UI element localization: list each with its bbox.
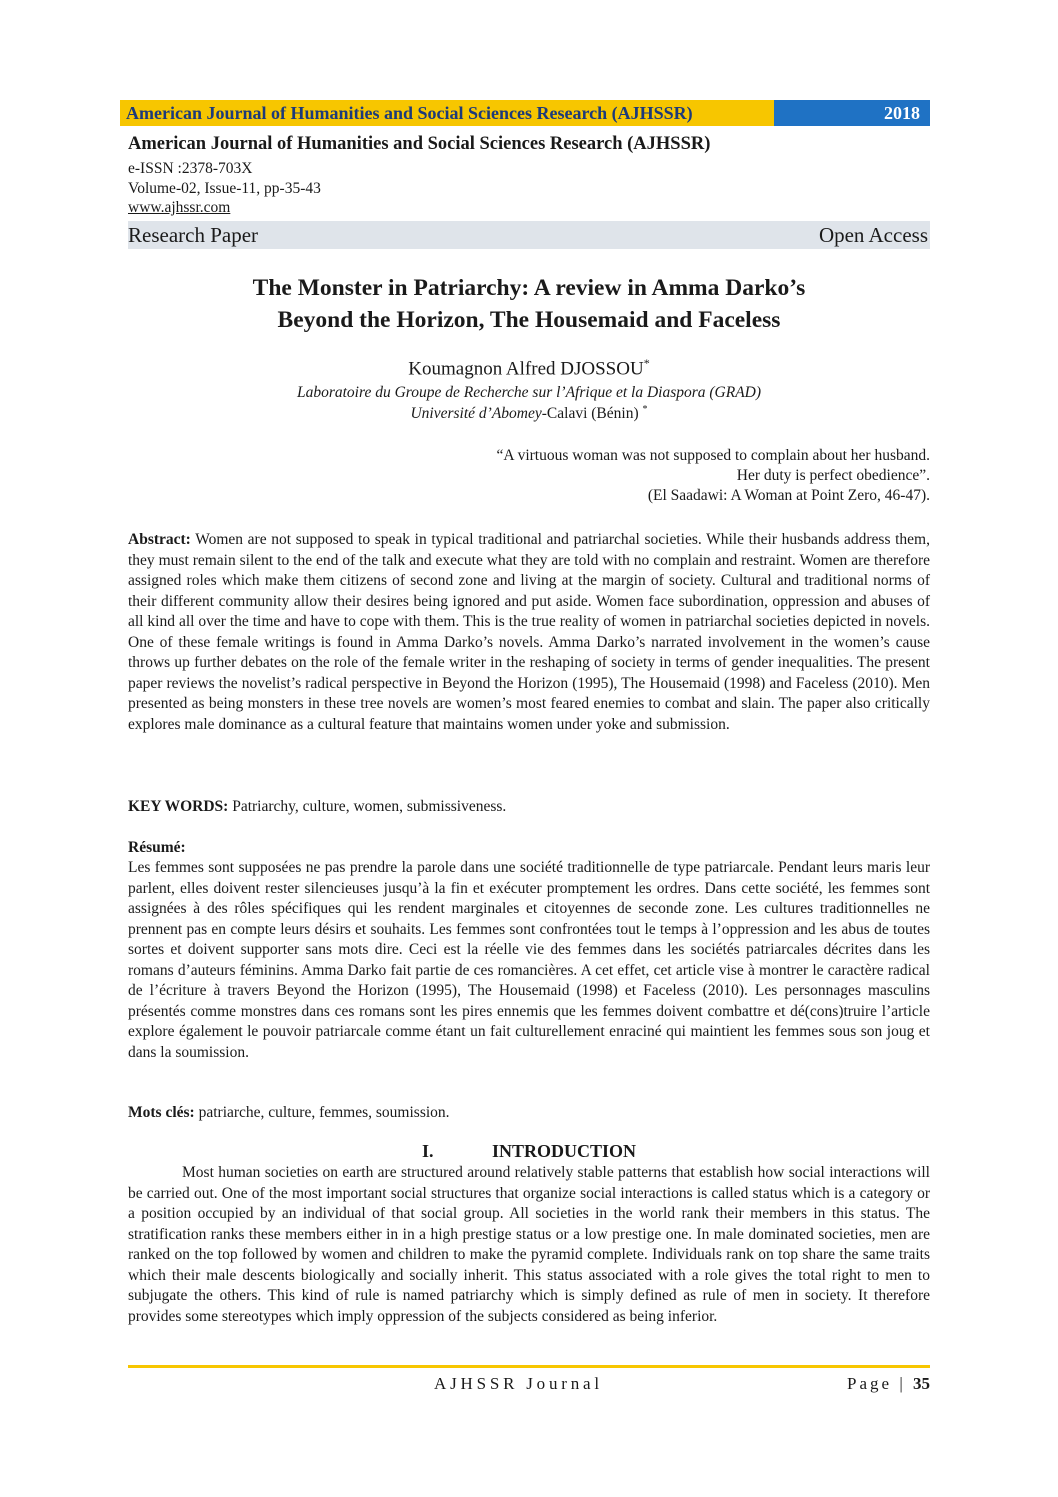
resume-paragraph: Les femmes sont supposées ne pas prendre la parole dans une société traditionnelle de type patriarcale. Pendant leurs maris leur parlent, elles doivent rester silencieuses jusqu’à la fin et exécuter promptement les ordres. Dans cette société, les femmes sont assignées à des rôles spécifiques qui les rendent marginales et citoyennes de seconde zone. Les cultures traditionnelles ne prennent pas en compte leurs désirs et souhaits. Les femmes sont confrontées tout le temps à l’oppression and les abus de toutes sortes et doivent supporter sans mots dire. Ceci est la réelle vie des femmes dans les sociétés patriarcales décrites dans les romans d’auteurs féminins. Amma Darko fait partie de ces romancières. A cet effet, cet article vise à montrer le caractère radical de l’écriture à travers Beyond the Horizon (1995), The Housemaid (1998) et Faceless (2010). Les personnages masculins présentés comme monstres dans ces romans sont les pires ennemis que les femmes doivent combattre et dé(cons)truire l’article explore également le pouvoir patriarcale comme étant un fait culturellement enraciné qui maintient les femmes sous son joug et dans la soumission. <box>128 859 930 1061</box>
affiliation-university: Université d’Abomey <box>410 405 542 423</box>
epigraph <box>496 446 930 506</box>
epigraph-line-2: Her duty is perfect obedience”. <box>736 467 930 484</box>
author <box>128 356 930 380</box>
paper-type-label: Research Paper <box>128 223 259 247</box>
introduction-heading <box>128 1141 930 1162</box>
paper-title-line-2: Beyond the Horizon, The Housemaid and Faceless <box>277 307 781 333</box>
epigraph-line-1: “A virtuous woman was not supposed to complain about her husband. <box>496 447 930 464</box>
epigraph-citation: (El Saadawi: A Woman at Point Zero, 46-47). <box>647 487 930 504</box>
journal-issn: e-ISSN :2378-703X <box>128 160 253 177</box>
resume-heading: Résumé: <box>128 839 186 856</box>
keywords-text: Patriarchy, culture, women, submissiveness. <box>228 798 507 815</box>
footer-journal: AJHSSR Journal <box>434 1374 603 1393</box>
affiliation-location: -Calavi (Bénin) <box>541 405 643 423</box>
abstract-label: Abstract: <box>128 531 191 548</box>
mots-cles-text: patriarche, culture, femmes, soumission. <box>194 1104 450 1121</box>
keywords-label: KEY WORDS: <box>128 798 229 815</box>
footer-page-number: 35 <box>913 1374 930 1393</box>
footer-page-label: Page | <box>847 1374 913 1393</box>
author-mark: * <box>643 356 650 370</box>
affiliation-mark: * <box>642 404 648 415</box>
journal-url-link[interactable]: www.ajhssr.com <box>128 199 231 216</box>
abstract-text: Women are not supposed to speak in typical traditional and patriarchal societies. While their husbands address them, they must remain silent to the end of the talk and execute what they are told with no complain and restraint. Women are therefore assigned roles which make them citizens of second zone and living at the margin of society. Cultural and traditional norms of their different community allow their desires being ignored and put aside. Women face subordination, oppression and abuses of all kind all over the time and have to cope with them. This is the true reality of women in patriarchal societies depicted in novels. One of these female writings is found in Amma Darko’s novels. Amma Darko’s narrated involvement in the women’s cause throws up further debates on the role of the female writer in the reshaping of society in terms of gender inequalities. The present paper reviews the novelist’s radical perspective in Beyond the Horizon (1995), The Housemaid (1998) and Faceless (2010). Men presented as being monsters in these tree novels are women’s most feared enemies to combat and slain. The paper also critically explores male dominance as a cultural feature that maintains women under yoke and submission. <box>128 531 930 733</box>
keywords-paragraph <box>128 797 930 818</box>
introduction-paragraph: Most human societies on earth are structured around relatively stable patterns that establish how social interactions will be carried out. One of the most important social structures that organize social interactions is called status which is a category or a position occupied by an individual of that social group. All societies in the world rank their members in this status. The stratification ranks these members either in in a high prestige status or a low prestige one. In male dominated societies, men are ranked on the top followed by women and children to make the pyramid complete. Individuals rank on top share the same traits which their male descents biologically and socially inherit. This status associated with a role gives the total right to men to subjugate the others. This kind of rule is named patriarchy which is simply defined as rule of men in society. It therefore provides some stereotypes which imply oppression of the subjects considered as being inferior. <box>128 1164 930 1325</box>
mots-cles-paragraph <box>128 1103 930 1124</box>
footer-page <box>847 1374 930 1394</box>
paper-page <box>128 0 930 1497</box>
paper-title-line-1: The Monster in Patriarchy: A review in Amma Darko’s <box>252 275 806 301</box>
affiliation-line-1: Laboratoire du Groupe de Recherche sur l’Afrique et la Diaspora (GRAD) <box>296 384 762 401</box>
mots-cles-label: Mots clés: <box>128 1104 195 1121</box>
section-title: INTRODUCTION <box>491 1141 637 1161</box>
top-bar-journal-name: American Journal of Humanities and Social Sciences Research (AJHSSR) <box>120 100 774 126</box>
journal-title: American Journal of Humanities and Social Sciences Research (AJHSSR) <box>128 134 711 154</box>
section-number: I. <box>421 1141 434 1161</box>
footer-divider <box>128 1365 930 1368</box>
paper-title <box>128 272 930 336</box>
affiliation-line-2 <box>128 404 930 423</box>
journal-top-bar <box>120 100 930 126</box>
access-type-label: Open Access <box>818 223 928 247</box>
paper-type-bar <box>128 221 930 249</box>
journal-volume: Volume-02, Issue-11, pp-35-43 <box>128 180 321 197</box>
abstract-paragraph <box>128 530 930 735</box>
top-bar-year: 2018 <box>774 100 930 126</box>
author-name: Koumagnon Alfred DJOSSOU <box>408 358 644 380</box>
